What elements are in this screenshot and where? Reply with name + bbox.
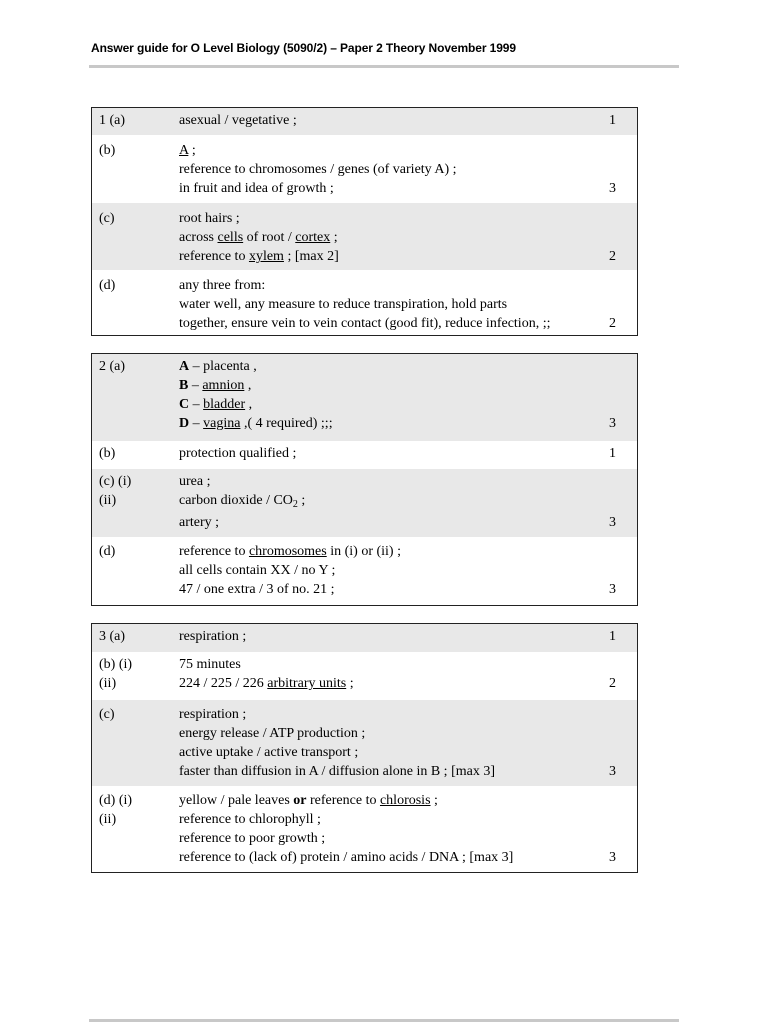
q3-d-label-ii: (ii) [99, 812, 117, 827]
q2-c-label-ii: (ii) [99, 493, 117, 508]
q2-a-label: 2 (a) [99, 359, 126, 374]
q1-b-line3: in fruit and idea of growth ; [179, 181, 334, 196]
q1-d-answer: any three from: water well, any measure to reduce transpiration, hold parts together, ensure vein to vein contact (good fit), reduce infection, ;; [179, 278, 551, 331]
q2-d-label: (d) [99, 544, 116, 559]
q1-c-mark: 2 [609, 249, 616, 264]
q1-b-line2: reference to chromosomes / genes (of variety A) ; [179, 162, 457, 177]
q1-a-row [92, 108, 637, 135]
q3-b-label-i: (b) (i) [99, 657, 133, 672]
q3-c-row [92, 700, 637, 786]
page-title: Answer guide for O Level Biology (5090/2) – Paper 2 Theory November 1999 [91, 41, 516, 55]
q1-b-underlined: A [179, 143, 189, 158]
q2-a-row [92, 354, 637, 441]
q1-b-mark: 3 [609, 181, 616, 196]
q1-c-answer: root hairs ; across cells of root / cortex ; reference to xylem ; [max 2] [179, 211, 339, 264]
q3-a-label: 3 (a) [99, 629, 126, 644]
q3-a-row [92, 624, 637, 652]
footer-rule [89, 1019, 679, 1022]
q2-b-mark: 1 [609, 446, 616, 461]
q2-b-label: (b) [99, 446, 116, 461]
q2-d-mark: 3 [609, 582, 616, 597]
q3-d-answer: yellow / pale leaves or reference to chlorosis ; reference to chlorophyll ; reference to poor growth ; reference to (lack of) protein / amino acids / DNA ; [max 3] [179, 793, 514, 865]
q1-d-row [92, 270, 637, 335]
q2-c-answer: urea ; carbon dioxide / $CO_2$ ; artery ; [179, 474, 306, 530]
question-3-table [91, 623, 638, 873]
q1-d-label: (d) [99, 278, 116, 293]
question-2-table [91, 353, 638, 606]
q3-b-mark: 2 [609, 676, 616, 691]
q1-b-row [92, 135, 637, 203]
q3-d-row [92, 786, 637, 872]
q2-b-answer: protection qualified ; [179, 446, 297, 461]
q2-d-answer: reference to chromosomes in (i) or (ii) ; all cells contain XX / no Y ; 47 / one extra / 3 of no. 21 ; [179, 544, 401, 597]
q3-b-labels [99, 655, 132, 693]
q1-b-answer: A ; reference to chromosomes / genes (of variety A) ; in fruit and idea of growth ; [179, 141, 619, 198]
q3-a-mark: 1 [609, 629, 616, 644]
q2-b-row [92, 441, 637, 469]
question-1-table [91, 107, 638, 336]
q3-c-answer: respiration ; energy release / ATP production ; active uptake / active transport ; faster than diffusion in A / diffusion alone in B ; [max 3] [179, 707, 495, 779]
q2-d-row [92, 537, 637, 605]
q2-c-row [92, 469, 637, 537]
q1-a-mark: 1 [609, 113, 616, 128]
q1-b-label: (b) [99, 143, 116, 158]
q2-c-label-i: (c) (i) [99, 474, 132, 489]
q3-c-label: (c) [99, 707, 115, 722]
q2-c-labels [99, 472, 131, 510]
q1-a-label: 1 (a) [99, 113, 126, 128]
q3-d-mark: 3 [609, 850, 616, 865]
q3-b-answer: 75 minutes 224 / 225 / 226 arbitrary units ; [179, 657, 354, 691]
header-rule [89, 65, 679, 68]
q1-c-row [92, 203, 637, 270]
q3-b-label-ii: (ii) [99, 676, 117, 691]
q2-a-answer: A – placenta , B – amnion , C – bladder , D – vagina ,( 4 required) ;;; [179, 359, 333, 431]
q3-b-row [92, 652, 637, 700]
q2-c-mark: 3 [609, 515, 616, 530]
q2-a-mark: 3 [609, 416, 616, 431]
q1-c-label: (c) [99, 211, 115, 226]
q1-a-answer: asexual / vegetative ; [179, 113, 297, 128]
q1-d-mark: 2 [609, 316, 616, 331]
q3-d-label-i: (d) (i) [99, 793, 133, 808]
q3-d-labels [99, 791, 132, 829]
q3-a-answer: respiration ; [179, 629, 247, 644]
q3-c-mark: 3 [609, 764, 616, 779]
